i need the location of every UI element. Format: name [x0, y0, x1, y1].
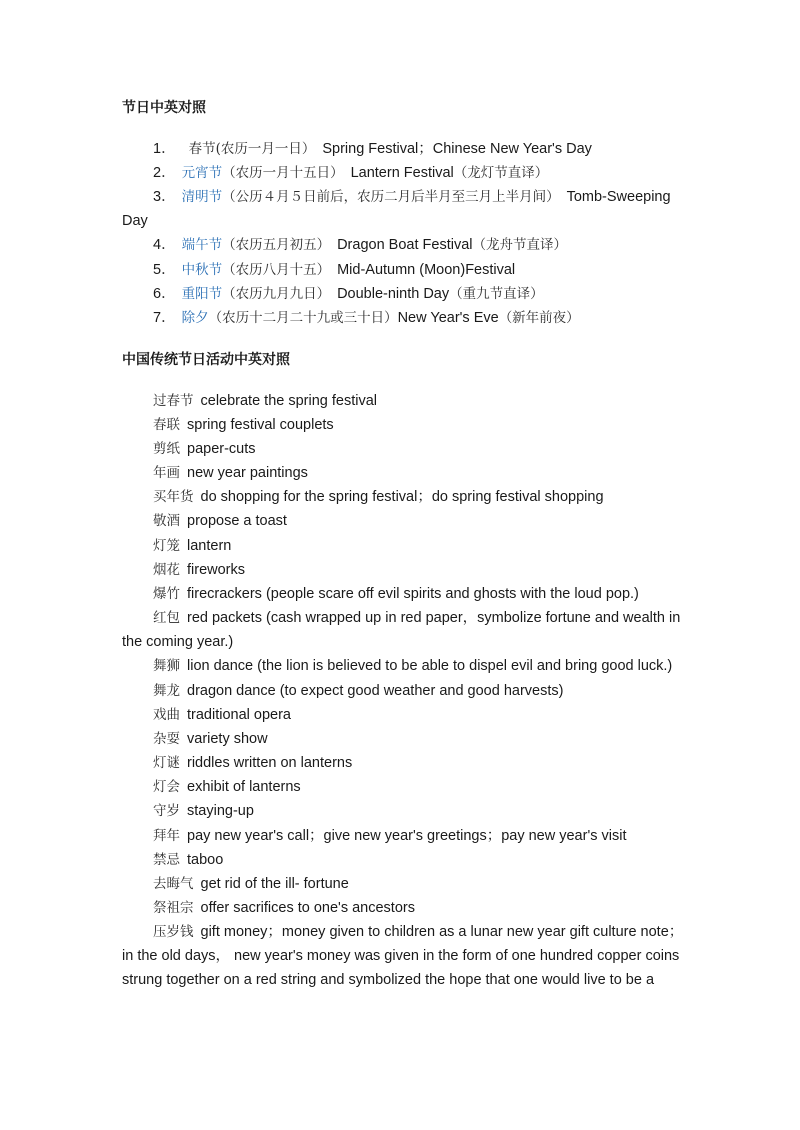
festival-number: 4．: [153, 237, 176, 253]
activity-cn: 拜年: [153, 828, 180, 844]
festival-item: [153, 163, 548, 183]
festival-date-note: （农历八月十五）: [222, 262, 331, 278]
festival-item: [153, 260, 515, 280]
activity-cn: 灯笼: [153, 538, 180, 554]
festival-number: 5．: [153, 262, 176, 278]
festivals-heading: 节日中英对照: [122, 100, 206, 116]
festival-number: 2．: [153, 165, 176, 181]
activity-en: variety show: [187, 731, 268, 747]
activity-en: dragon dance (to expect good weather and good harvests): [187, 683, 564, 699]
activity-cn: 灯会: [153, 779, 180, 795]
activity-en: lion dance (the lion is believed to be able to dispel evil and bring good luck.): [187, 658, 673, 674]
activity-item: [153, 850, 223, 870]
festival-link[interactable]: 除夕: [181, 310, 209, 326]
activity-item: [153, 463, 308, 483]
activity-item: [153, 560, 245, 580]
activity-item: [153, 656, 672, 676]
festival-item: [153, 235, 567, 255]
activity-cn: 压岁钱: [153, 924, 194, 940]
activities-heading: 中国传统节日活动中英对照: [122, 352, 290, 368]
activity-cn: 敬酒: [153, 513, 180, 529]
festival-item-continuation: [122, 211, 148, 231]
festival-item: [153, 139, 592, 159]
activity-cn: 杂耍: [153, 731, 180, 747]
festival-literal-note: （龙舟节直译）: [472, 237, 567, 253]
activity-en: riddles written on lanterns: [187, 755, 353, 771]
festival-number: 3．: [153, 189, 176, 205]
activity-en-continued: strung together on a red string and symbolized the hope that one would live to be a: [122, 972, 655, 988]
activity-en: offer sacrifices to one's ancestors: [200, 900, 415, 916]
activity-en: lantern: [187, 538, 232, 554]
activity-item: [153, 922, 683, 942]
activity-cn: 灯谜: [153, 755, 180, 771]
festival-number: 7．: [153, 310, 176, 326]
festival-date-note: （农历九月九日）: [222, 286, 331, 302]
festival-item: [153, 284, 544, 304]
activity-cn: 舞龙: [153, 683, 180, 699]
activity-en: celebrate the spring festival: [200, 393, 378, 409]
festival-date-note: （农历十二月二十九或三十日）: [208, 310, 398, 326]
festival-link[interactable]: 中秋节: [181, 262, 223, 278]
activity-item-continuation: [122, 946, 679, 966]
activity-cn: 年画: [153, 465, 180, 481]
activity-item: [153, 511, 287, 531]
activity-item: [153, 898, 415, 918]
activity-cn: 戏曲: [153, 707, 180, 723]
festival-literal-note: （龙灯节直译）: [453, 165, 549, 181]
activity-item: [153, 608, 680, 628]
festival-literal-note: （重九节直译）: [449, 286, 544, 302]
activity-en: propose a toast: [187, 513, 287, 529]
festival-item: [153, 187, 671, 207]
activity-item: [153, 705, 291, 725]
activity-en: new year paintings: [187, 465, 308, 481]
festival-name-cn: 春节: [188, 141, 216, 157]
activity-en: do shopping for the spring festival；do spring festival shopping: [200, 489, 604, 505]
festival-name-en: New Year's Eve: [397, 310, 499, 326]
activity-en: spring festival couplets: [187, 417, 334, 433]
festival-date-note: （公历４月５日前后，农历二月后半月至三月上半月间）: [222, 189, 560, 205]
activity-cn: 剪纸: [153, 441, 180, 457]
activity-cn: 买年货: [153, 489, 194, 505]
activity-cn: 爆竹: [153, 586, 180, 602]
activity-item: [153, 439, 256, 459]
activity-en: taboo: [187, 852, 224, 868]
activity-cn: 烟花: [153, 562, 180, 578]
activity-en: paper-cuts: [187, 441, 256, 457]
activity-cn: 过春节: [153, 393, 194, 409]
festival-number: 1．: [153, 141, 176, 157]
activity-en-continued: in the old days， new year's money was given in the form of one hundred copper coins: [122, 948, 680, 964]
festival-name-en: Mid-Autumn (Moon)Festival: [337, 262, 516, 278]
activity-item: [153, 584, 639, 604]
festival-link[interactable]: 清明节: [181, 189, 223, 205]
festival-item: [153, 308, 580, 328]
activity-item: [153, 415, 334, 435]
activity-en: traditional opera: [187, 707, 291, 723]
activity-item: [153, 536, 231, 556]
festival-date-note: （农历一月十五日）: [222, 165, 344, 181]
festival-name-en-continued: Day: [122, 213, 148, 229]
activity-item: [153, 681, 563, 701]
activity-item: [153, 391, 377, 411]
activity-item: [153, 777, 301, 797]
festival-link[interactable]: 端午节: [181, 237, 223, 253]
activity-en-continued: the coming year.): [122, 634, 234, 650]
activity-cn: 春联: [153, 417, 180, 433]
activity-en: fireworks: [187, 562, 246, 578]
activity-item: [153, 753, 352, 773]
festival-link[interactable]: 重阳节: [181, 286, 223, 302]
festival-name-en: Tomb-Sweeping: [566, 189, 671, 205]
activity-item: [153, 801, 254, 821]
activity-item: [153, 874, 349, 894]
activity-cn: 去晦气: [153, 876, 194, 892]
activity-cn: 禁忌: [153, 852, 180, 868]
activity-item-continuation: [122, 970, 654, 990]
activity-en: staying-up: [187, 803, 254, 819]
festival-name-en: Double-ninth Day: [337, 286, 450, 302]
activity-item: [153, 826, 626, 846]
activity-cn: 守岁: [153, 803, 180, 819]
activity-en: pay new year's call；give new year's greetings；pay new year's visit: [187, 828, 627, 844]
activity-en: exhibit of lanterns: [187, 779, 301, 795]
activity-en: get rid of the ill- fortune: [200, 876, 349, 892]
activity-en: gift money；money given to children as a lunar new year gift culture note；: [200, 924, 684, 940]
activity-en: red packets (cash wrapped up in red paper，symbolize fortune and wealth in: [187, 610, 681, 626]
festival-literal-note: （新年前夜）: [498, 310, 580, 326]
activity-item: [153, 487, 604, 507]
activity-cn: 红包: [153, 610, 180, 626]
festival-number: 6．: [153, 286, 176, 302]
festival-link[interactable]: 元宵节: [181, 165, 223, 181]
festival-date-note: (农历一月一日）: [215, 141, 316, 157]
festival-name-en: Lantern Festival: [350, 165, 454, 181]
activity-en: firecrackers (people scare off evil spirits and ghosts with the loud pop.): [187, 586, 639, 602]
activity-item: [153, 729, 268, 749]
activity-cn: 舞狮: [153, 658, 180, 674]
activity-cn: 祭祖宗: [153, 900, 194, 916]
festival-name-en: Spring Festival；Chinese New Year's Day: [322, 141, 592, 157]
festival-date-note: （农历五月初五）: [222, 237, 331, 253]
festival-name-en: Dragon Boat Festival: [337, 237, 473, 253]
activity-item-continuation: [122, 632, 233, 652]
